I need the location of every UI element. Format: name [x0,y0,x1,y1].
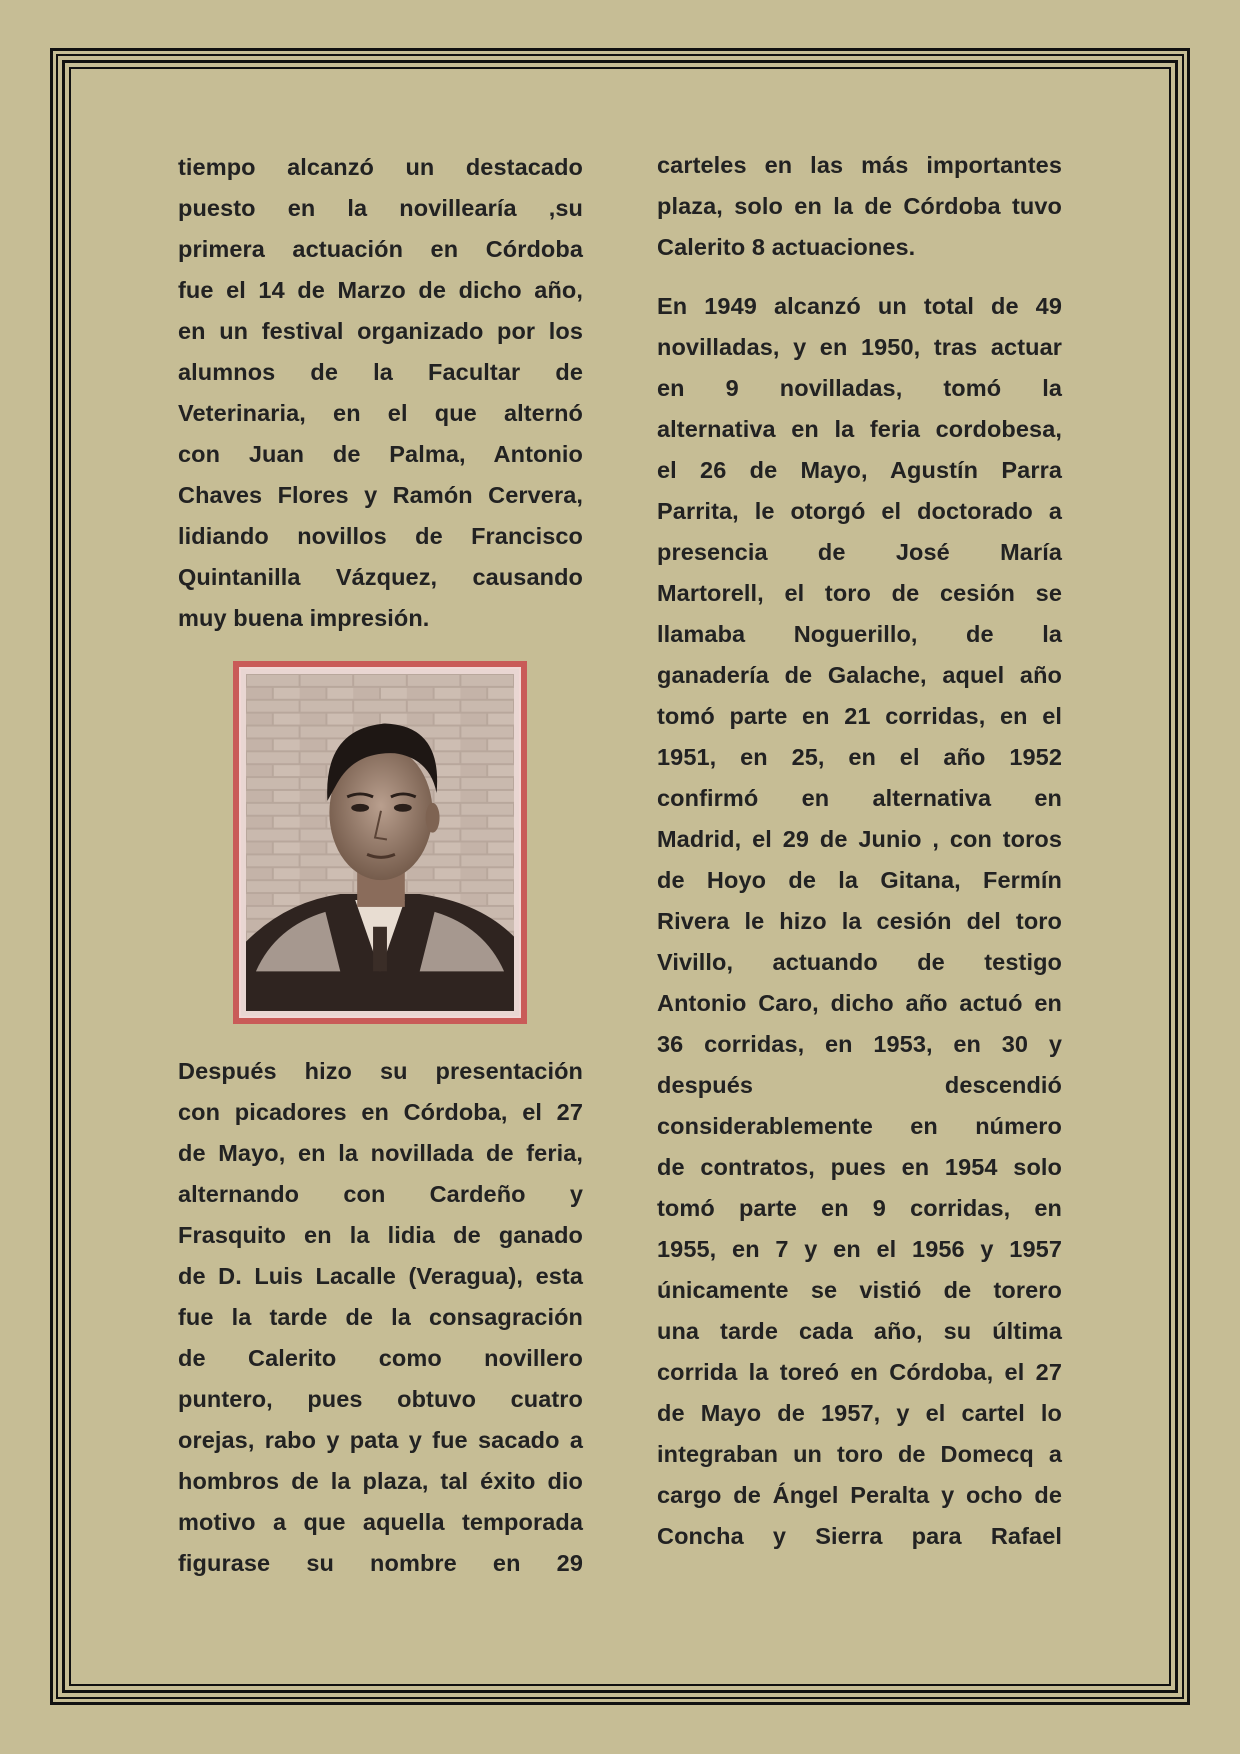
text-line: con picadores en Córdoba, el 27 [178,1099,583,1125]
text-line: en 9 novilladas, tomó la [657,375,1062,401]
text-line: Frasquito en la lidia de ganado [178,1222,583,1248]
text-line: Antonio Caro, dicho año actuó en [657,990,1062,1016]
text-line: orejas, rabo y pata y fue sacado a [178,1427,583,1453]
text-line: con Juan de Palma, Antonio [178,441,583,467]
text-line: de Calerito como novillero [178,1345,583,1371]
text-line: carteles en las más importantes [657,152,1062,178]
text-line: corrida la toreó en Córdoba, el 27 [657,1359,1062,1385]
text-line: alternativa en la feria cordobesa, [657,416,1062,442]
text-line: tomó parte en 9 corridas, en [657,1195,1062,1221]
text-line: hombros de la plaza, tal éxito dio [178,1468,583,1494]
text-line: de contratos, pues en 1954 solo [657,1154,1062,1180]
text-line: de Hoyo de la Gitana, Fermín [657,867,1062,893]
text-line: Calerito 8 actuaciones. [657,234,916,260]
left-column-bottom-paragraph [178,1051,583,1584]
text-line: en un festival organizado por los [178,318,583,344]
text-line: tomó parte en 21 corridas, en el [657,703,1062,729]
text-line: presencia de José María [657,539,1062,565]
portrait-photo [239,667,521,1018]
text-line: 1955, en 7 y en el 1956 y 1957 [657,1236,1062,1262]
text-line: tiempo alcanzó un destacado [178,154,583,180]
text-line: después descendió [657,1072,1062,1098]
text-line: una tarde cada año, su última [657,1318,1062,1344]
text-line: figurase su nombre en 29 [178,1550,583,1576]
text-line: llamaba Noguerillo, de la [657,621,1062,647]
text-line: alternando con Cardeño y [178,1181,583,1207]
left-column-top-paragraph [178,147,583,639]
text-line: Martorell, el toro de cesión se [657,580,1062,606]
text-line: ganadería de Galache, aquel año [657,662,1062,688]
portrait-photo-frame [233,661,527,1024]
text-line: fue la tarde de la consagración [178,1304,583,1330]
text-line: Concha y Sierra para Rafael [657,1523,1062,1549]
text-line: novilladas, y en 1950, tras actuar [657,334,1062,360]
text-line: En 1949 alcanzó un total de 49 [657,293,1062,319]
text-line: Veterinaria, en el que alternó [178,400,583,426]
text-line: plaza, solo en la de Córdoba tuvo [657,193,1062,219]
text-line: de Mayo, en la novillada de feria, [178,1140,583,1166]
text-line: Chaves Flores y Ramón Cervera, [178,482,583,508]
text-line: Madrid, el 29 de Junio , con toros [657,826,1062,852]
text-line: lidiando novillos de Francisco [178,523,583,549]
text-line: puntero, pues obtuvo cuatro [178,1386,583,1412]
text-line: alumnos de la Facultar de [178,359,583,385]
text-line: de D. Luis Lacalle (Veragua), esta [178,1263,583,1289]
text-line: primera actuación en Córdoba [178,236,583,262]
matador-portrait-image [246,674,514,1011]
text-line: Después hizo su presentación [178,1058,583,1084]
text-line: Vivillo, actuando de testigo [657,949,1062,975]
text-line: 1951, en 25, en el año 1952 [657,744,1062,770]
text-line: fue el 14 de Marzo de dicho año, [178,277,583,303]
text-line: considerablemente en número [657,1113,1062,1139]
text-line: motivo a que aquella temporada [178,1509,583,1535]
text-line: puesto en la novillearía ,su [178,195,583,221]
text-line: de Mayo de 1957, y el cartel lo [657,1400,1062,1426]
text-line: Quintanilla Vázquez, causando [178,564,583,590]
text-line: 36 corridas, en 1953, en 30 y [657,1031,1062,1057]
text-line: Parrita, le otorgó el doctorado a [657,498,1062,524]
text-line: el 26 de Mayo, Agustín Parra [657,457,1062,483]
right-column [657,145,1062,1557]
text-line: integraban un toro de Domecq a [657,1441,1062,1467]
text-line: Rivera le hizo la cesión del toro [657,908,1062,934]
text-line: cargo de Ángel Peralta y ocho de [657,1482,1062,1508]
text-line: únicamente se vistió de torero [657,1277,1062,1303]
text-line: muy buena impresión. [178,605,430,631]
text-line: confirmó en alternativa en [657,785,1062,811]
